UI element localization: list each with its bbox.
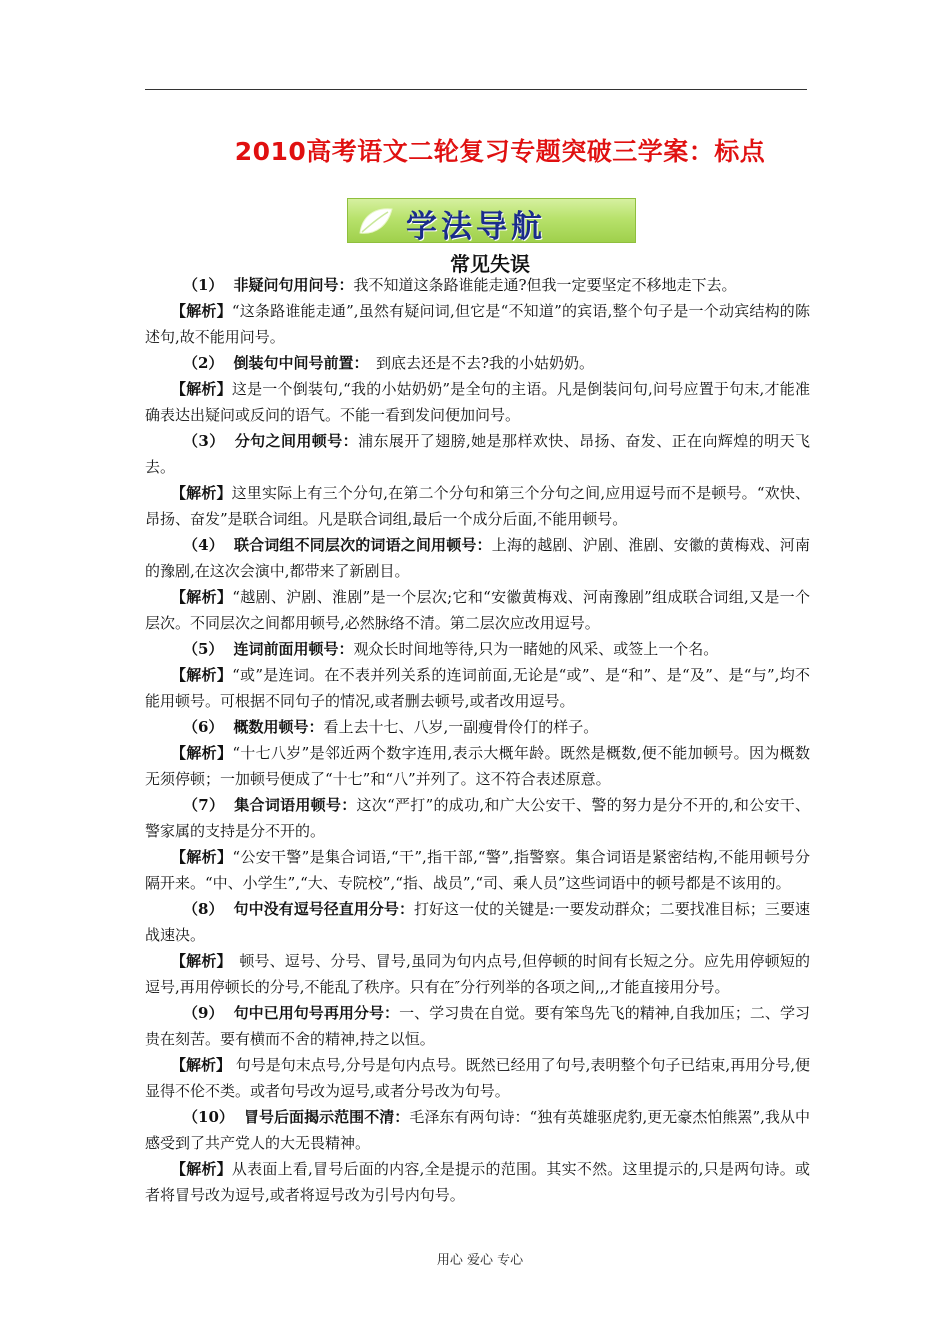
item-label: 分句之间用顿号：	[234, 432, 359, 450]
analysis-text: 这是一个倒装句,“我的小姑奶奶”是全句的主语。凡是倒装问句,问号应置于句末,才能准确表达出疑问或反问的语气。不能一看到发问便加问号。	[145, 380, 810, 424]
header-rule	[145, 89, 807, 90]
item-number: （3）	[183, 432, 225, 450]
analysis-text: 这里实际上有三个分句,在第二个分句和第三个分句之间,应用逗号而不是顿号。“欢快、昂扬、奋发”是联合词组。凡是联合词组,最后一个成分后面,不能用顿号。	[145, 484, 810, 528]
item-example: 毛泽东有两句诗：“独有英雄驱虎豹,更无豪杰怕熊罴”,我从中感受到了共产党人的大无畏精神。	[145, 1108, 810, 1152]
error-item	[145, 532, 810, 584]
item-analysis	[145, 662, 810, 714]
analysis-text: “公安干警”是集合词语,“干”,指干部,“警”,指警察。集合词语是紧密结构,不能用顿号分隔开来。“中、小学生”,“大、专院校”,“指、战员”,“司、乘人员”这些词语中的顿号都是不该用的。	[145, 848, 810, 892]
analysis-text: 顿号、逗号、分号、冒号,虽同为句内点号,但停顿的时间有长短之分。应先用停顿短的逗号,再用停顿长的分号,不能乱了秩序。只有在″分行列举的各项之间,,,才能直接用分号。	[145, 952, 810, 996]
error-item	[145, 896, 810, 948]
item-number: （7）	[183, 796, 225, 814]
item-label: 概数用顿号：	[233, 718, 324, 736]
item-example: 我不知道这条路谁能走通?但我一定要坚定不移地走下去。	[353, 276, 737, 294]
item-number: （1）	[183, 276, 224, 294]
analysis-head: 【解析】	[171, 588, 233, 606]
item-analysis	[145, 1052, 810, 1104]
analysis-head: 【解析】	[171, 1056, 232, 1074]
item-number: （9）	[183, 1004, 224, 1022]
page-footer: 用心 爱心 专心	[436, 1253, 524, 1268]
analysis-head: 【解析】	[171, 952, 225, 970]
item-label: 句中没有逗号径直用分号：	[233, 900, 414, 918]
error-item	[145, 636, 810, 662]
analysis-head: 【解析】	[171, 744, 233, 762]
item-number: （4）	[183, 536, 224, 554]
document-title: 2010高考语文二轮复习专题突破三学案：标点	[234, 137, 766, 166]
item-number: （5）	[183, 640, 224, 658]
error-item	[145, 272, 810, 298]
error-item	[145, 1104, 810, 1156]
item-example: 上海的越剧、沪剧、淮剧、安徽的黄梅戏、河南的豫剧,在这次会演中,都带来了新剧目。	[145, 536, 810, 580]
item-analysis	[145, 298, 810, 350]
error-item	[145, 714, 810, 740]
section-banner	[347, 198, 636, 243]
item-example: 浦东展开了翅膀,她是那样欢快、昂扬、奋发、正在向辉煌的明天飞去。	[145, 432, 810, 476]
analysis-head: 【解析】	[171, 380, 232, 398]
error-item	[145, 792, 810, 844]
analysis-text: “或”是连词。在不表并列关系的连词前面,无论是“或”、是“和”、是“及”、是“与”,均不能用顿号。可根据不同句子的情况,或者删去顿号,或者改用逗号。	[145, 666, 810, 710]
item-label: 句中已用句号再用分号：	[233, 1004, 400, 1022]
error-item	[145, 1000, 810, 1052]
item-label: 冒号后面揭示范围不清：	[243, 1108, 410, 1126]
analysis-text: 从表面上看,冒号后面的内容,全是提示的范围。其实不然。这里提示的,只是两句诗。或者将冒号改为逗号,或者将逗号改为引号内句号。	[145, 1160, 810, 1204]
item-label: 倒装句中间号前置：	[233, 354, 361, 372]
analysis-text: “这条路谁能走通”,虽然有疑问词,但它是“不知道”的宾语,整个句子是一个动宾结构的陈述句,故不能用问号。	[145, 302, 810, 346]
item-example: 打好这一仗的关键是:一要发动群众；二要找准目标；三要速战速决。	[145, 900, 810, 944]
analysis-head: 【解析】	[171, 484, 232, 502]
item-example: 看上去十七、八岁,一副瘦骨伶仃的样子。	[323, 718, 599, 736]
analysis-head: 【解析】	[171, 1160, 232, 1178]
item-example: 一、学习贵在自觉。要有笨鸟先飞的精神,自我加压；二、学习贵在刻苦。要有横而不舍的精神,持之以恒。	[145, 1004, 810, 1048]
item-label: 联合词组不同层次的词语之间用顿号：	[233, 536, 492, 554]
analysis-head: 【解析】	[171, 666, 233, 684]
item-number: （6）	[183, 718, 224, 736]
item-number: （8）	[183, 900, 224, 918]
analysis-head: 【解析】	[171, 848, 233, 866]
item-example: 观众长时间地等待,只为一睹她的风采、或签上一个名。	[353, 640, 719, 658]
item-analysis	[145, 948, 810, 1000]
error-item	[145, 428, 810, 480]
leaf-icon	[356, 203, 396, 239]
item-analysis	[145, 480, 810, 532]
item-number: （2）	[183, 354, 224, 372]
error-item	[145, 350, 810, 376]
item-label: 集合词语用顿号：	[234, 796, 357, 814]
item-number: （10）	[183, 1108, 234, 1126]
item-example: 这次“严打”的成功,和广大公安干、警的努力是分不开的,和公安干、警家属的支持是分不开的。	[145, 796, 810, 840]
item-analysis	[145, 584, 810, 636]
item-analysis	[145, 1156, 810, 1208]
section-title: 常见失误	[450, 252, 530, 276]
analysis-text: “越剧、沪剧、淮剧”是一个层次;它和“安徽黄梅戏、河南豫剧”组成联合词组,又是一个层次。不同层次之间都用顿号,必然脉络不清。第二层次应改用逗号。	[145, 588, 810, 632]
banner-text: 学法导航	[406, 209, 546, 245]
item-label: 非疑问句用问号：	[233, 276, 354, 294]
item-example: 到底去还是不去?我的小姑奶奶。	[360, 354, 594, 372]
item-label: 连词前面用顿号：	[233, 640, 354, 658]
analysis-text: “十七八岁”是邻近两个数字连用,表示大概年龄。既然是概数,便不能加顿号。因为概数无须停顿；一加顿号便成了“十七”和“八”并列了。这不符合表述原意。	[145, 744, 810, 788]
document-body	[145, 272, 810, 1208]
item-analysis	[145, 376, 810, 428]
analysis-head: 【解析】	[171, 302, 232, 320]
analysis-text: 句号是句末点号,分号是句内点号。既然已经用了句号,表明整个句子已结束,再用分号,便显得不伦不类。或者句号改为逗号,或者分号改为句号。	[145, 1056, 810, 1100]
item-analysis	[145, 844, 810, 896]
item-analysis	[145, 740, 810, 792]
